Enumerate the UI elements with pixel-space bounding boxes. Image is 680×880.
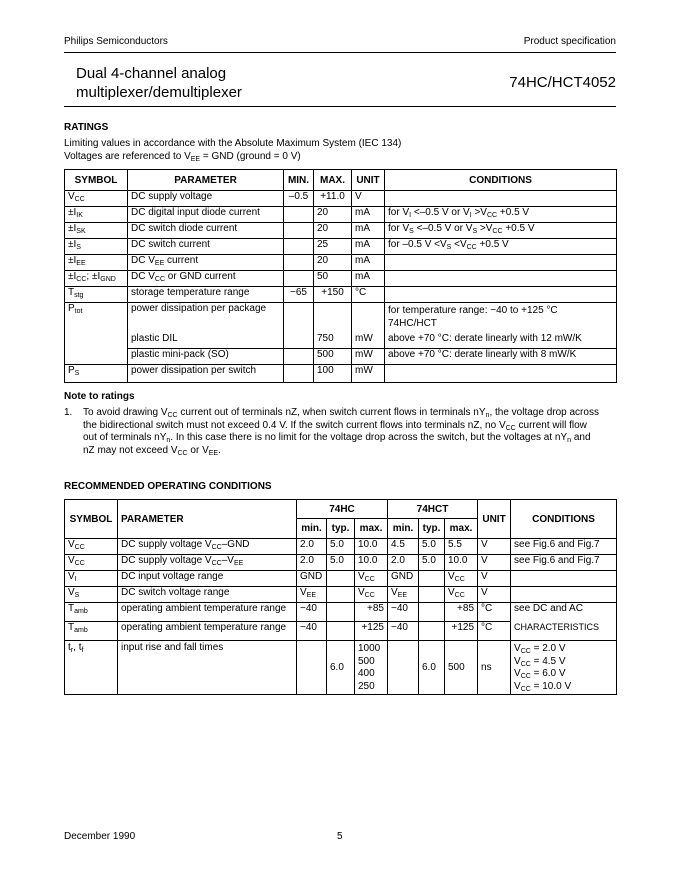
note-heading: Note to ratings [64,391,135,402]
unit-cell: °C [352,287,385,303]
unit-cell: V [478,587,511,603]
min-cell [284,365,314,383]
col-header: max. [355,519,388,539]
conditions-cell: for temperature range: −40 to +125 °C 74HC/HCT [385,303,617,333]
max-cell [314,303,352,333]
table-row [65,555,617,571]
col-header: CONDITIONS [385,170,617,191]
symbol-cell: $T_{amb}$ [65,622,118,641]
table-row [65,571,617,587]
typ-cell [419,587,445,603]
min-cell: −40 [297,603,327,622]
condition-line: $V_{CC} = 2.0$ V [514,643,566,655]
symbol-cell: $\pm I_S$ [65,239,128,255]
symbol-cell: $T_{amb}$ [65,603,118,622]
table-row [65,587,617,603]
condition-line: $V_{CC} = 10.0$ V [514,680,572,693]
unit-cell: °C [478,622,511,641]
min-cell [284,271,314,287]
table-header-row [65,500,617,519]
page-number: 5 [337,831,343,842]
unit-cell: V [352,191,385,207]
col-header: MIN. [284,170,314,191]
parameter-cell: plastic mini-pack (SO) [128,349,284,365]
symbol-cell: $t_r$, $t_f$ [65,641,118,695]
max-cell: +150 [314,287,352,303]
parameter-cell: power dissipation per switch [128,365,284,383]
table-row [65,365,617,383]
parameter-cell: DC $V_{EE}$ current [128,255,284,271]
parameter-cell: DC supply voltage [128,191,284,207]
document-title [76,64,242,102]
col-header: PARAMETER [118,500,297,539]
symbol-cell: $V_{CC}$ [65,191,128,207]
max-cell: 50 [314,271,352,287]
symbol-cell: $\pm I_{SK}$ [65,223,128,239]
symbol-cell: $P_S$ [65,365,128,383]
unit-cell: mW [352,333,385,349]
min-cell: 4.5 [388,539,419,555]
typ-cell [327,603,355,622]
symbol-cell: $\pm I_{IK}$ [65,207,128,223]
parameter-cell: DC supply voltage $V_{CC}$–GND [118,539,297,555]
symbol-cell: $V_{CC}$ [65,555,118,571]
max-cell: 20 [314,207,352,223]
parameter-cell: DC input voltage range [118,571,297,587]
part-number: 74HC/HCT4052 [509,74,616,91]
col-header: SYMBOL [65,170,128,191]
max-cell: +11.0 [314,191,352,207]
parameter-cell: DC switch current [128,239,284,255]
min-cell [388,641,419,695]
min-cell: $V_{EE}$ [388,587,419,603]
max-cell: +125 [355,622,388,641]
min-cell: 2.0 [297,539,327,555]
typ-cell [419,622,445,641]
min-cell [284,333,314,349]
table-row [65,207,617,223]
table-row [65,349,617,365]
table-row [65,271,617,287]
max-value: 250 [358,680,375,692]
title-rule [64,106,616,107]
col-header: max. [445,519,478,539]
unit-cell [352,303,385,333]
max-cell: $V_{CC}$ [355,587,388,603]
unit-cell: V [478,571,511,587]
conditions-cell: CHARACTERISTICS [511,622,617,641]
conditions-cell: see Fig.6 and Fig.7 [511,555,617,571]
typ-cell: 6.0 [419,641,445,695]
conditions-cell [511,641,617,695]
roc-heading: RECOMMENDED OPERATING CONDITIONS [64,481,272,492]
conditions-cell [385,287,617,303]
conditions-cell: see Fig.6 and Fig.7 [511,539,617,555]
col-header: typ. [419,519,445,539]
min-cell: −40 [388,603,419,622]
unit-cell: mA [352,223,385,239]
conditions-cell [511,587,617,603]
unit-cell: °C [478,603,511,622]
conditions-cell [511,571,617,587]
table-row [65,539,617,555]
note-text: To avoid drawing $V_{CC}$ current out of terminals nZ, when switch current flows in terminals $nY_n$, the voltage drop across the bidirectional switch must not exceed 0.4 V. If the switch current flows into terminals nZ, no $V_{CC}$ current will flow out of terminals $nY_n$. In this case there is no limit for the voltage drop across the switch, but the voltages at $nY_n$ and nZ may not exceed $V_{CC}$ or $V_{EE}$. [83,407,599,457]
max-cell: $V_{CC}$ [445,571,478,587]
conditions-cell: above +70 °C: derate linearly with 12 mW/K [385,333,617,349]
max-value: 500 [358,655,375,667]
footer-date: December 1990 [64,831,136,842]
min-cell: −65 [284,287,314,303]
max-cell: $V_{CC}$ [355,571,388,587]
ratings-table [64,169,617,383]
min-cell [284,239,314,255]
min-cell: 2.0 [388,555,419,571]
symbol-cell: $T_{stg}$ [65,287,128,303]
conditions-cell: for $V_I <-0.5$ V or $V_I >V_{CC} +0.5$ V [385,207,617,223]
min-cell: GND [388,571,419,587]
parameter-cell: power dissipation per package [128,303,284,333]
min-cell: 2.0 [297,555,327,571]
max-cell: +85 [355,603,388,622]
max-cell: 20 [314,255,352,271]
min-cell: $V_{EE}$ [297,587,327,603]
conditions-cell: above +70 °C: derate linearly with 8 mW/K [385,349,617,365]
max-value: 1000 [358,643,381,654]
min-cell [284,207,314,223]
max-cell: 20 [314,223,352,239]
typ-cell [419,571,445,587]
typ-cell: 6.0 [327,641,355,695]
table-row [65,303,617,333]
conditions-cell: for $V_S <-0.5$ V or $V_S >V_{CC} +0.5$ V [385,223,617,239]
symbol-cell: $\pm I_{EE}$ [65,255,128,271]
symbol-cell: $V_{CC}$ [65,539,118,555]
typ-cell: 5.0 [327,555,355,571]
group-header-74hc: 74HC [297,500,388,519]
group-header-74hct: 74HCT [388,500,478,519]
max-cell: 5.5 [445,539,478,555]
parameter-cell: DC digital input diode current [128,207,284,223]
min-cell [284,223,314,239]
table-row [65,239,617,255]
ratings-intro-line-1: Limiting values in accordance with the Absolute Maximum System (IEC 134) [64,138,402,149]
col-header: PARAMETER [128,170,284,191]
min-cell: –0.5 [284,191,314,207]
parameter-cell: operating ambient temperature range [118,622,297,641]
max-cell: 10.0 [355,539,388,555]
table-row [65,641,617,695]
ratings-intro [64,138,401,163]
conditions-cell [385,271,617,287]
parameter-cell: plastic DIL [128,333,284,349]
parameter-cell: DC switch voltage range [118,587,297,603]
symbol-cell [65,333,128,349]
condition-line: $V_{CC} = 6.0$ V [514,668,566,680]
symbol-cell: $P_{tot}$ [65,303,128,333]
table-row [65,622,617,641]
unit-cell: mA [352,207,385,223]
col-header: CONDITIONS [511,500,617,539]
ratings-intro-line-2: Voltages are referenced to $V_{EE}$ = GND (ground = 0 V) [64,150,301,163]
table-row [65,191,617,207]
title-line-1: Dual 4-channel analog [76,65,227,82]
typ-cell: 5.0 [419,539,445,555]
min-cell: −40 [297,622,327,641]
typ-cell: 5.0 [327,539,355,555]
title-line-2: multiplexer/demultiplexer [76,84,242,101]
unit-cell: mA [352,255,385,271]
max-cell: +125 [445,622,478,641]
parameter-cell: DC supply voltage $V_{CC}-V_{EE}$ [118,555,297,571]
parameter-cell: DC switch diode current [128,223,284,239]
typ-cell [327,571,355,587]
min-cell [297,641,327,695]
roc-table [64,499,617,695]
table-row [65,223,617,239]
table-header-row [65,170,617,191]
conditions-cell [385,191,617,207]
typ-cell [327,622,355,641]
parameter-cell: operating ambient temperature range [118,603,297,622]
table-row [65,333,617,349]
col-header: SYMBOL [65,500,118,539]
table-row [65,603,617,622]
company-name: Philips Semiconductors [64,36,168,47]
max-cell: $V_{CC}$ [445,587,478,603]
header-rule [64,52,616,53]
col-header: UNIT [478,500,511,539]
col-header: min. [297,519,327,539]
col-header: typ. [327,519,355,539]
unit-cell: mW [352,365,385,383]
conditions-cell: see DC and AC [511,603,617,622]
table-row [65,287,617,303]
max-cell: 10.0 [445,555,478,571]
symbol-cell: $V_S$ [65,587,118,603]
conditions-cell [385,255,617,271]
col-header: UNIT [352,170,385,191]
parameter-cell: DC $V_{CC}$ or GND current [128,271,284,287]
max-cell: 750 [314,333,352,349]
max-cell: 500 [314,349,352,365]
ratings-heading: RATINGS [64,122,109,133]
max-cell: 25 [314,239,352,255]
parameter-cell: input rise and fall times [118,641,297,695]
condition-line: $V_{CC} = 4.5$ V [514,655,566,668]
note-number: 1. [64,407,73,418]
typ-cell: 5.0 [419,555,445,571]
symbol-cell [65,349,128,365]
conditions-cell: for –0.5 $V <V_S <V_{CC} +0.5$ V [385,239,617,255]
unit-cell: V [478,539,511,555]
max-cell: 10.0 [355,555,388,571]
conditions-cell [385,365,617,383]
col-header: min. [388,519,419,539]
unit-cell: ns [478,641,511,695]
min-cell [284,255,314,271]
max-cell: 500 [445,641,478,695]
min-cell: GND [297,571,327,587]
min-cell [284,349,314,365]
col-header: MAX. [314,170,352,191]
max-cell: 100 [314,365,352,383]
symbol-cell: $V_I$ [65,571,118,587]
max-cell [355,641,388,695]
min-cell: −40 [388,622,419,641]
max-cell: +85 [445,603,478,622]
unit-cell: mA [352,271,385,287]
unit-cell: V [478,555,511,571]
typ-cell [327,587,355,603]
parameter-cell: storage temperature range [128,287,284,303]
unit-cell: mA [352,239,385,255]
max-value: 400 [358,668,375,679]
unit-cell: mW [352,349,385,365]
document-type: Product specification [523,36,616,47]
min-cell [284,303,314,333]
typ-cell [419,603,445,622]
table-row [65,255,617,271]
symbol-cell: $\pm I_{CC}$; $\pm I_{GND}$ [65,271,128,287]
